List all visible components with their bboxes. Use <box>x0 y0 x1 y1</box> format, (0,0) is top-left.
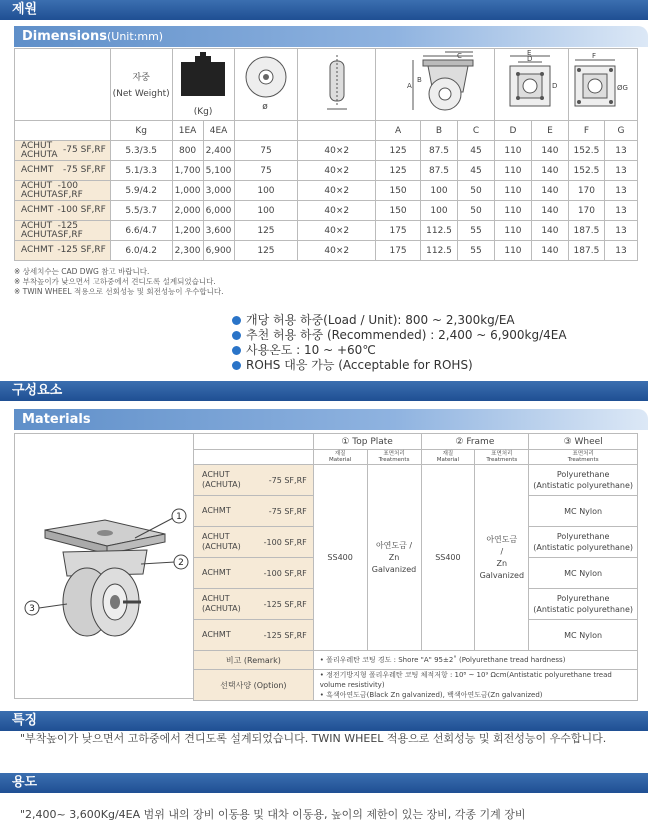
materials-title: Materials <box>22 412 91 427</box>
model-cell <box>15 181 111 201</box>
remark-label: 비고 (Remark) <box>194 651 314 670</box>
cell-c: 45 <box>458 161 495 181</box>
mat-subheader-treatment: 표면처리 Treatments <box>367 450 421 465</box>
header-load-figure: (Kg) <box>172 49 234 121</box>
model-cell <box>194 527 314 558</box>
cell-f: 170 <box>568 201 604 221</box>
cell-c: 50 <box>458 201 495 221</box>
model-name: ACHUT (ACHUTA) <box>202 594 241 613</box>
cell-ea1: 2,000 <box>172 201 203 221</box>
feature-section-title: 특징 <box>12 713 38 728</box>
model-cell <box>194 620 314 651</box>
cell-wheel: 40×2 <box>298 201 376 221</box>
spec-note: ※ 상세치수는 CAD DWG 참고 바랍니다. <box>14 267 150 276</box>
cell-e: 140 <box>531 201 568 221</box>
cell-c: 45 <box>458 141 495 161</box>
top-plate-material: SS400 <box>313 465 367 651</box>
cell-d: 110 <box>494 221 531 241</box>
cell-phi: 100 <box>234 181 298 201</box>
spec-note: ※ 부착높이가 낮으면서 고하중에서 견디도록 설계되었습니다. <box>14 277 216 286</box>
cell-f: 152.5 <box>568 161 604 181</box>
plate-bolt-icon <box>496 50 566 116</box>
svg-text:ø: ø <box>262 102 268 112</box>
model-cell <box>194 465 314 496</box>
cell-d: 110 <box>494 241 531 261</box>
plate-top-icon <box>569 50 637 116</box>
cell-d: 110 <box>494 201 531 221</box>
spec-section-header <box>0 0 648 20</box>
header-plate-figure <box>568 49 637 121</box>
caster-side-icon <box>383 50 488 116</box>
svg-text:3: 3 <box>29 604 35 614</box>
model-spec: -100 SF,RF <box>57 205 106 215</box>
dimensions-row <box>15 201 638 221</box>
mat-header-wheel: ③ Wheel <box>529 434 638 450</box>
header-wheel-diameter-figure <box>234 49 298 121</box>
bullet-dot-icon <box>232 346 241 355</box>
mat-subheader-treatment: 표면처리 Treatments <box>475 450 529 465</box>
cell-e: 140 <box>531 241 568 261</box>
cell-wheel: 40×2 <box>298 161 376 181</box>
model-name: ACHMT <box>202 630 231 639</box>
option-value: • 정전기방지형 폴리우레탄 코팅 체적저항 : 10⁸ ~ 10⁹ Ωcm(Antistatic polyurethane tread volume resistivity) <box>319 671 612 689</box>
model-spec: -100 SF,RF <box>263 568 307 578</box>
usage-text: "2,400~ 3,600Kg/4EA 범위 내의 장비 이동용 및 대차 이동용, 높이의 제한이 있는 장비, 각종 기계 장비 <box>20 808 526 821</box>
cell-ea1: 1,700 <box>172 161 203 181</box>
materials-header <box>14 409 648 430</box>
cell-b: 87.5 <box>421 161 458 181</box>
wheel-material: Polyurethane (Antistatic polyurethane) <box>529 527 638 558</box>
model-cell <box>194 589 314 620</box>
cell-ea1: 1,000 <box>172 181 203 201</box>
model-spec: -75 SF,RF <box>268 506 307 516</box>
cell-e: 140 <box>531 141 568 161</box>
svg-text:ØG: ØG <box>616 84 628 92</box>
mat-header-blank <box>194 434 314 450</box>
materials-table <box>193 433 638 701</box>
model-cell <box>15 221 111 241</box>
cell-b: 87.5 <box>421 141 458 161</box>
remark-row <box>194 651 638 670</box>
model-name: ACHMT <box>21 205 54 215</box>
cell-wheel: 40×2 <box>298 141 376 161</box>
remark-value: • 폴리우레탄 코팅 경도 : Shore "A" 95±2˚ (Polyurethane tread hardness) <box>313 651 637 670</box>
cell-ea4: 3,600 <box>203 221 234 241</box>
svg-text:E: E <box>527 50 532 57</box>
cell-g: 13 <box>604 241 637 261</box>
wheel-material: MC Nylon <box>529 620 638 651</box>
cell-phi: 75 <box>234 161 298 181</box>
cell-b: 112.5 <box>421 241 458 261</box>
wheel-material: Polyurethane (Antistatic polyurethane) <box>529 465 638 496</box>
usage-section-title: 용도 <box>12 775 38 790</box>
model-spec: -125 SF,RF <box>263 599 307 609</box>
spec-notes <box>14 267 224 297</box>
bullet-dot-icon <box>232 316 241 325</box>
cell-d: 110 <box>494 141 531 161</box>
cell-kg: 6.6/4.7 <box>110 221 172 241</box>
cell-phi: 125 <box>234 241 298 261</box>
svg-text:C: C <box>456 52 462 60</box>
mat-subheader-treatment: 표면처리 Treatments <box>529 450 638 465</box>
wheel-side-icon <box>317 53 357 113</box>
model-cell <box>15 161 111 181</box>
cell-b: 100 <box>421 201 458 221</box>
option-value: • 흑색아연도금(Black Zn galvanized), 백색아연도금(Zn galvanized) <box>319 691 543 699</box>
cell-a: 125 <box>376 161 421 181</box>
header-wheel-width-figure <box>298 49 376 121</box>
spec-note: ※ TWIN WHEEL 적용으로 선회성능 및 회전성능이 우수합니다. <box>14 287 224 296</box>
cell-wheel: 40×2 <box>298 241 376 261</box>
feature-section-header <box>0 711 648 731</box>
cell-e: 140 <box>531 181 568 201</box>
frame-treatment: 아연도금 / Zn Galvanized <box>475 465 529 651</box>
model-spec: -100 SF,RF <box>57 180 83 200</box>
cell-a: 125 <box>376 141 421 161</box>
cell-kg: 5.1/3.3 <box>110 161 172 181</box>
dimensions-subheader-row: Kg 1EA 4EA A B C D E F G <box>15 121 638 141</box>
cell-f: 187.5 <box>568 221 604 241</box>
cell-kg: 5.5/3.7 <box>110 201 172 221</box>
weight-icon <box>175 52 231 108</box>
cell-ea4: 6,900 <box>203 241 234 261</box>
svg-text:B: B <box>416 76 422 84</box>
cell-e: 140 <box>531 221 568 241</box>
cell-d: 110 <box>494 181 531 201</box>
caster-3d-icon <box>15 434 193 698</box>
cell-ea4: 5,100 <box>203 161 234 181</box>
bullet-item: ROHS 대응 가능 (Acceptable for ROHS) <box>232 358 567 373</box>
mat-subheader-material: 재질 Material <box>421 450 475 465</box>
cell-b: 112.5 <box>421 221 458 241</box>
model-name: ACHUT ACHUTA <box>21 140 58 160</box>
cell-a: 175 <box>376 221 421 241</box>
svg-text:2: 2 <box>178 558 184 568</box>
composition-section-title: 구성요소 <box>12 383 63 398</box>
cell-kg: 5.9/4.2 <box>110 181 172 201</box>
svg-text:1: 1 <box>176 512 182 522</box>
cell-c: 55 <box>458 221 495 241</box>
model-cell <box>15 201 111 221</box>
model-name: ACHMT <box>21 165 54 175</box>
model-spec: -75 SF,RF <box>63 165 106 175</box>
cell-g: 13 <box>604 161 637 181</box>
cell-kg: 6.0/4.2 <box>110 241 172 261</box>
wheel-material: Polyurethane (Antistatic polyurethane) <box>529 589 638 620</box>
svg-text:D: D <box>552 82 558 90</box>
cell-phi: 75 <box>234 141 298 161</box>
model-name: ACHUT (ACHUTA) <box>202 532 241 551</box>
svg-text:A: A <box>406 82 412 90</box>
dimensions-title: Dimensions <box>22 29 107 44</box>
cell-g: 13 <box>604 141 637 161</box>
model-name: ACHUT ACHUTA <box>21 180 58 200</box>
frame-material: SS400 <box>421 465 475 651</box>
model-spec: -75 SF,RF <box>268 475 307 485</box>
svg-text:D: D <box>527 55 533 63</box>
cell-c: 55 <box>458 241 495 261</box>
composition-section-header <box>0 381 648 401</box>
model-spec: -100 SF,RF <box>263 537 307 547</box>
model-spec: -125 SF,RF <box>57 220 83 240</box>
model-cell <box>15 241 111 261</box>
bullet-dot-icon <box>232 361 241 370</box>
bullet-dot-icon <box>232 331 241 340</box>
cell-f: 152.5 <box>568 141 604 161</box>
wheel-material: MC Nylon <box>529 558 638 589</box>
wheel-material: MC Nylon <box>529 496 638 527</box>
bullet-item: 추천 허용 하중 (Recommended) : 2,400 ~ 6,900kg/4EA <box>232 328 567 343</box>
model-name: ACHMT <box>202 568 231 577</box>
caster-illustration <box>14 433 194 699</box>
model-spec: -125 SF,RF <box>263 630 307 640</box>
cell-g: 13 <box>604 221 637 241</box>
cell-a: 150 <box>376 201 421 221</box>
usage-section-header <box>0 773 648 793</box>
cell-wheel: 40×2 <box>298 221 376 241</box>
header-blank <box>15 49 111 121</box>
model-name: ACHMT <box>21 245 54 255</box>
cell-ea1: 2,300 <box>172 241 203 261</box>
header-net-weight: 자중 (Net Weight) <box>110 49 172 121</box>
mat-subheader-material: 재질 Material <box>313 450 367 465</box>
cell-ea4: 2,400 <box>203 141 234 161</box>
dimensions-unit: (Unit:mm) <box>106 30 164 43</box>
cell-e: 140 <box>531 161 568 181</box>
wheel-front-icon <box>241 53 291 113</box>
cell-b: 100 <box>421 181 458 201</box>
bullet-item: 개당 허용 하중(Load / Unit): 800 ~ 2,300kg/EA <box>232 313 567 328</box>
svg-text:F: F <box>591 52 596 60</box>
mat-header-top-plate: ① Top Plate <box>313 434 421 450</box>
cell-d: 110 <box>494 161 531 181</box>
cell-g: 13 <box>604 181 637 201</box>
dimensions-row <box>15 161 638 181</box>
cell-f: 187.5 <box>568 241 604 261</box>
model-spec: -125 SF,RF <box>57 245 106 255</box>
model-cell <box>194 496 314 527</box>
materials-row <box>194 465 638 496</box>
option-label: 선택사양 (Option) <box>194 670 314 701</box>
cell-ea4: 6,000 <box>203 201 234 221</box>
cell-ea4: 3,000 <box>203 181 234 201</box>
dimensions-row <box>15 241 638 261</box>
dimensions-table <box>14 48 638 261</box>
cell-kg: 5.3/3.5 <box>110 141 172 161</box>
cell-phi: 100 <box>234 201 298 221</box>
cell-a: 150 <box>376 181 421 201</box>
cell-ea1: 1,200 <box>172 221 203 241</box>
bullet-item: 사용온도 : 10 ~ +60℃ <box>232 343 567 358</box>
cell-a: 175 <box>376 241 421 261</box>
cell-wheel: 40×2 <box>298 181 376 201</box>
mat-header-frame: ② Frame <box>421 434 529 450</box>
model-cell <box>194 558 314 589</box>
cell-c: 50 <box>458 181 495 201</box>
cell-ea1: 800 <box>172 141 203 161</box>
model-name: ACHMT <box>202 506 231 515</box>
feature-text: "부착높이가 낮으면서 고하중에서 견디도록 설계되었습니다. TWIN WHEEL 적용으로 선회성능 및 회전성능이 우수합니다. <box>20 732 607 745</box>
header-caster-figure <box>376 49 495 121</box>
cell-g: 13 <box>604 201 637 221</box>
model-cell <box>15 141 111 161</box>
dimensions-row <box>15 141 638 161</box>
model-name: ACHUT ACHUTA <box>21 220 58 240</box>
top-plate-treatment: 아연도금 / Zn Galvanized <box>367 465 421 651</box>
spec-bullets <box>232 313 567 373</box>
option-row <box>194 670 638 701</box>
header-bolt-pattern-figure <box>494 49 568 121</box>
spec-section-title: 제원 <box>12 2 38 17</box>
model-name: ACHUT (ACHUTA) <box>202 470 241 489</box>
cell-phi: 125 <box>234 221 298 241</box>
model-spec: -75 SF,RF <box>63 145 106 155</box>
dimensions-row <box>15 181 638 201</box>
cell-f: 170 <box>568 181 604 201</box>
dimensions-row <box>15 221 638 241</box>
dimensions-header <box>14 26 648 47</box>
